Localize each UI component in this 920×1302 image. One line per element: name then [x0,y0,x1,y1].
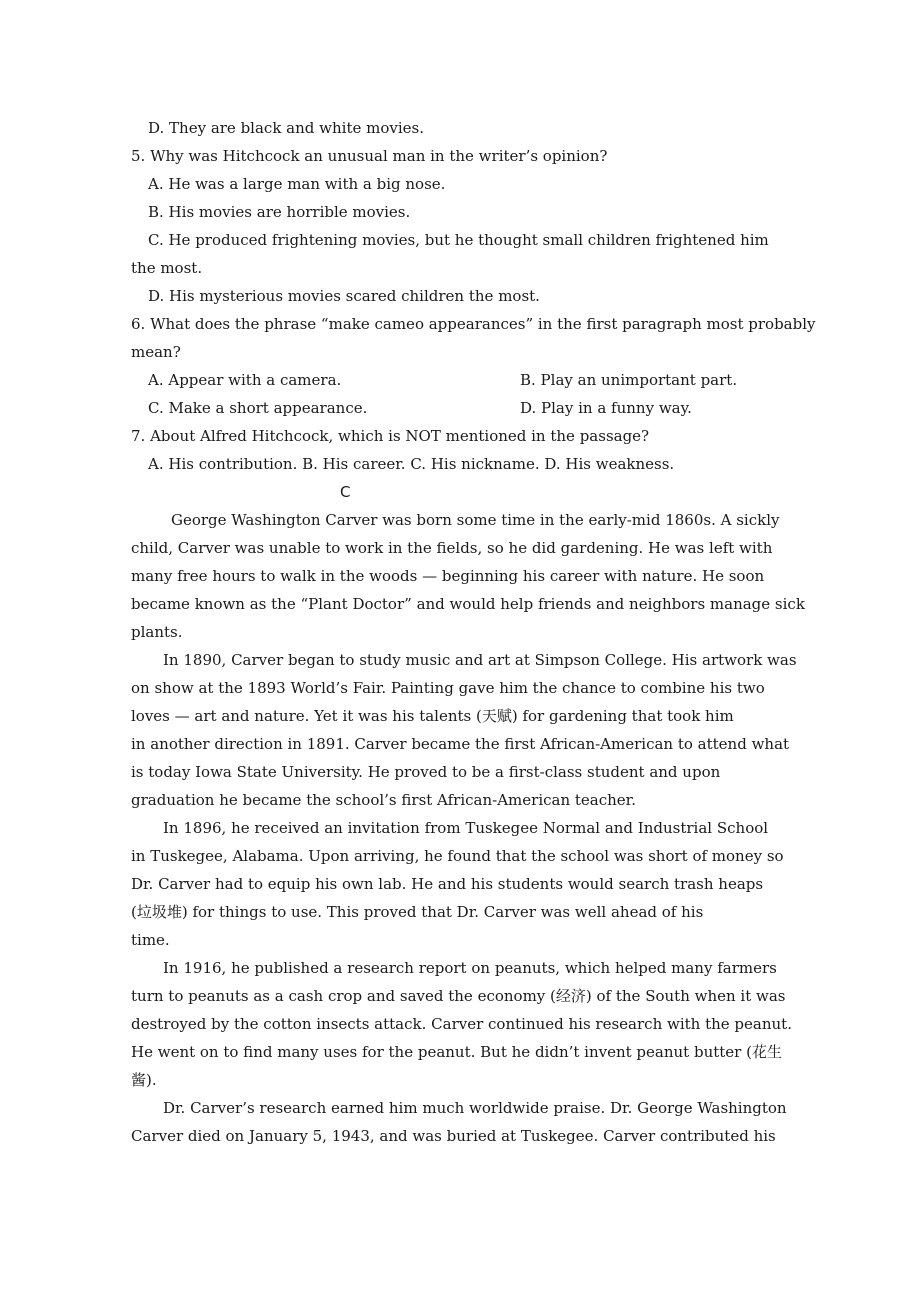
p3-line: Dr. Carver had to equip his own lab. He and his students would search trash heaps [131,875,764,893]
q4-option-d: D. They are black and white movies. [148,119,424,137]
p4-line: destroyed by the cotton insects attack. Carver continued his research with the peanut. [131,1015,792,1033]
p2-line: In 1890, Carver began to study music and art at Simpson College. His artwork was [163,651,797,669]
p3-line: (垃圾堆) for things to use. This proved that Dr. Carver was well ahead of his [131,903,704,921]
q5-option-b: B. His movies are horrible movies. [148,203,411,221]
p2-line: on show at the 1893 World’s Fair. Painting gave him the chance to combine his two [131,679,765,697]
p1-line: many free hours to walk in the woods — beginning his career with nature. He soon [131,567,765,585]
q6-option-d: D. Play in a funny way. [520,399,692,417]
p5-line: Dr. Carver’s research earned him much worldwide praise. Dr. George Washington [163,1099,787,1117]
q5-option-c-line1: C. He produced frightening movies, but he thought small children frightened him [148,231,769,249]
p4-line: He went on to find many uses for the peanut. But he didn’t invent peanut butter (花生 [131,1043,782,1061]
p1-line: George Washington Carver was born some time in the early-mid 1860s. A sickly [171,511,780,529]
p3-line: in Tuskegee, Alabama. Upon arriving, he found that the school was short of money so [131,847,784,865]
p2-line: is today Iowa State University. He proved to be a first-class student and upon [131,763,721,781]
q6-question-line2: mean? [131,343,181,361]
p4-line: 酱). [131,1071,157,1089]
p1-line: became known as the “Plant Doctor” and would help friends and neighbors manage sick [131,595,805,613]
q5-option-a: A. He was a large man with a big nose. [148,175,446,193]
q7-options: A. His contribution. B. His career. C. His nickname. D. His weakness. [148,455,675,473]
q6-question-line1: 6. What does the phrase “make cameo appearances” in the first paragraph most probably [131,315,816,333]
q7-question: 7. About Alfred Hitchcock, which is NOT mentioned in the passage? [131,427,650,445]
p3-line: In 1896, he received an invitation from Tuskegee Normal and Industrial School [163,819,769,837]
p2-line: graduation he became the school’s first African-American teacher. [131,791,636,809]
q5-option-d: D. His mysterious movies scared children the most. [148,287,540,305]
p5-line: Carver died on January 5, 1943, and was buried at Tuskegee. Carver contributed his [131,1127,776,1145]
q6-option-c: C. Make a short appearance. [148,399,368,417]
p4-line: In 1916, he published a research report on peanuts, which helped many farmers [163,959,777,977]
p3-line: time. [131,931,170,949]
section-heading: C [340,483,351,501]
p1-line: child, Carver was unable to work in the fields, so he did gardening. He was left with [131,539,773,557]
p4-line: turn to peanuts as a cash crop and saved the economy (经济) of the South when it was [131,987,786,1005]
q5-question: 5. Why was Hitchcock an unusual man in the writer’s opinion? [131,147,608,165]
p2-line: in another direction in 1891. Carver became the first African-American to attend what [131,735,790,753]
q6-option-b: B. Play an unimportant part. [520,371,738,389]
q5-option-c-line2: the most. [131,259,203,277]
p1-line: plants. [131,623,183,641]
p2-line: loves — art and nature. Yet it was his talents (天赋) for gardening that took him [131,707,734,725]
q6-option-a: A. Appear with a camera. [148,371,342,389]
